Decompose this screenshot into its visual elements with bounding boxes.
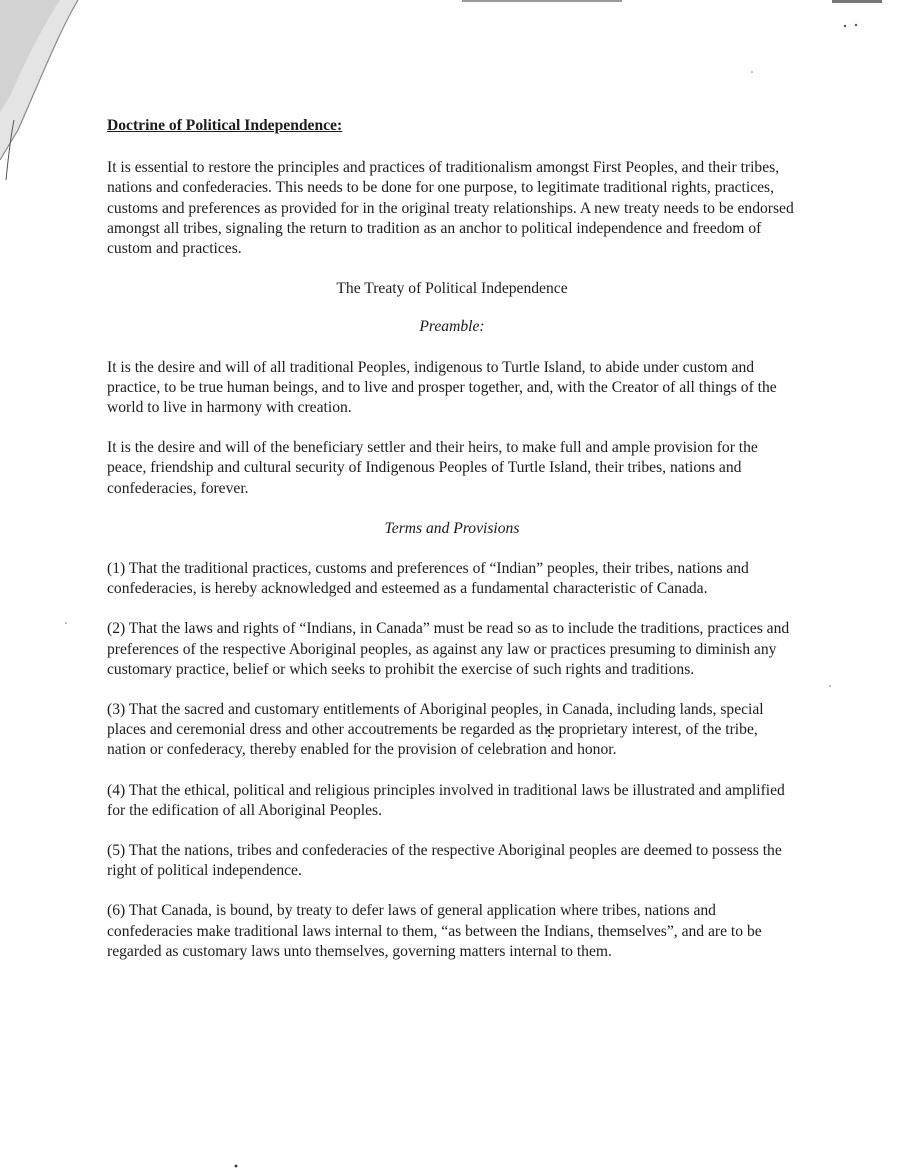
intro-paragraph: It is essential to restore the principles and practices of traditionalism amongst First Peoples, and their tribes, nations and confederacies. This needs to be done for one purpose, to legitimate traditional rights, practices, customs and preferences as provided for in the original treaty relationships. A new treaty needs to be endorsed amongst all tribes, signaling the return to tradition as an anchor to political independence and freedom of custom and practices.	[107, 159, 794, 258]
term-paragraph: (2) That the laws and rights of “Indians, in Canada” must be read so as to include the traditions, practices and preferences of the respective Aboriginal peoples, as against any law or practices presuming to diminish any customary practice, belief or which seeks to prohibit the exercise of such rights and traditions.	[107, 620, 790, 678]
term-paragraph: (5) That the nations, tribes and confederacies of the respective Aboriginal peoples are deemed to possess the right of political independence.	[107, 842, 782, 880]
term-paragraph: (1) That the traditional practices, customs and preferences of “Indian” peoples, their tribes, nations and confederacies, is hereby acknowledged and esteemed as a fundamental characteristic of Canada.	[107, 560, 749, 598]
preamble-paragraph: It is the desire and will of all traditional Peoples, indigenous to Turtle Island, to abide under custom and practice, to be true human beings, and to live and prosper together, and, with the Creator of all things of the world to live in harmony with creation.	[107, 358, 777, 417]
treaty-title: The Treaty of Political Independence	[336, 280, 568, 298]
term-paragraph: (6) That Canada, is bound, by treaty to defer laws of general application where tribes, nations and confederacies make traditional laws internal to them, “as between the Indians, themselves”, and are to be regarded as customary laws unto themselves, governing matters internal to them.	[107, 902, 762, 960]
term-paragraph: (4) That the ethical, political and religious principles involved in traditional laws be illustrated and amplified for the edification of all Aboriginal Peoples.	[107, 781, 785, 819]
preamble-paragraph: It is the desire and will of the beneficiary settler and their heirs, to make full and ample provision for the peace, friendship and cultural security of Indigenous Peoples of Turtle Island, their tribes, nations and confederacies, forever.	[107, 439, 758, 497]
preamble-title: Preamble:	[419, 318, 485, 336]
document-body	[107, 116, 797, 982]
term-paragraph: (3) That the sacred and customary entitlements of Aboriginal peoples, in Canada, including lands, special places and ceremonial dress and other accoutrements be regarded as the proprietary interest, of the tribe, nation or confederacy, thereby enabled for the provision of celebration and honor.	[107, 701, 764, 759]
terms-title: Terms and Provisions	[384, 519, 520, 537]
document-heading: Doctrine of Political Independence:	[107, 117, 343, 134]
